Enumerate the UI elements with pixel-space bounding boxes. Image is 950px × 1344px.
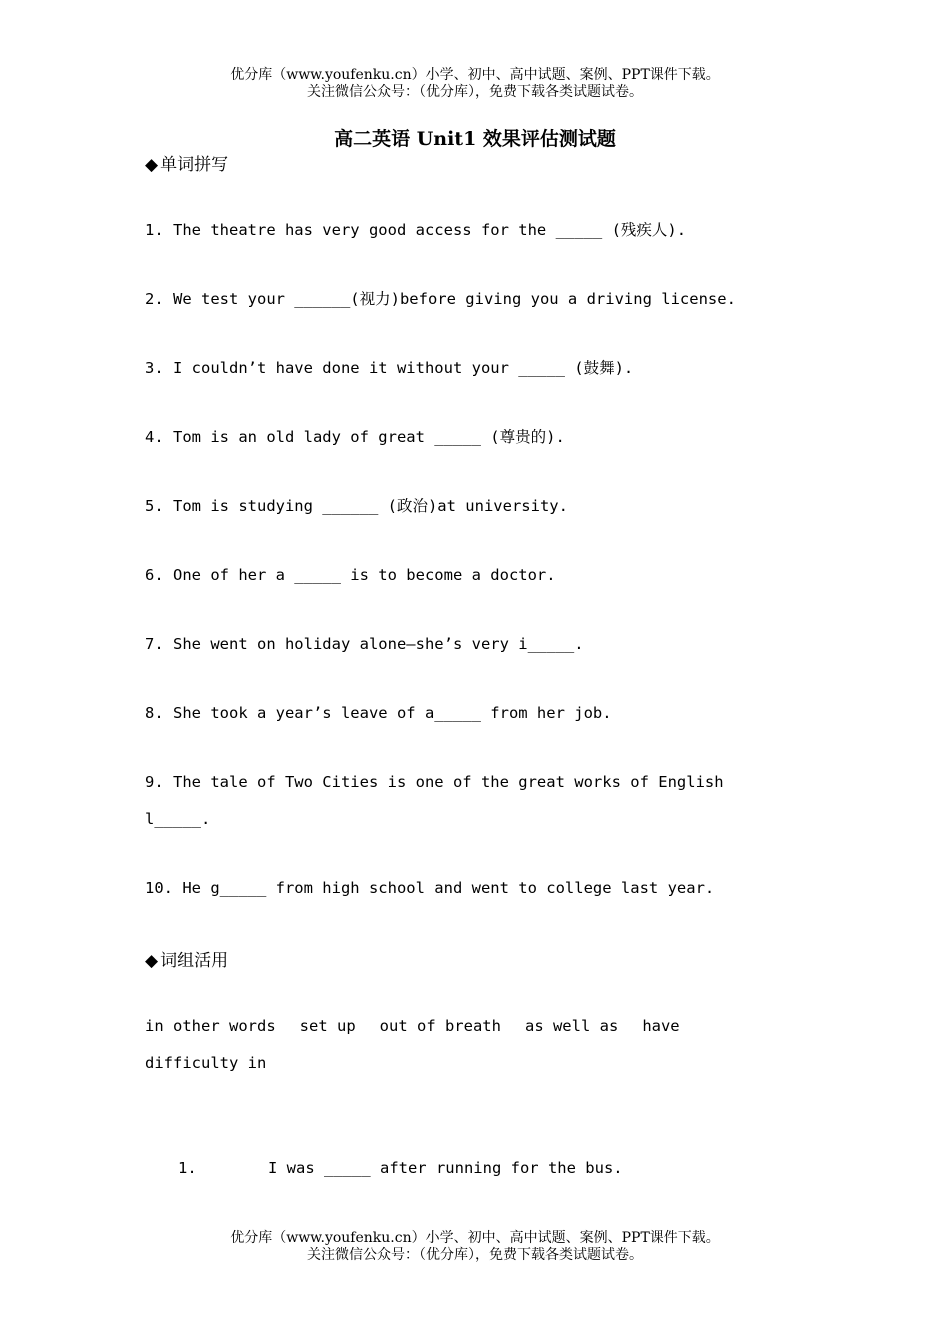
question-8: 8. She took a year’s leave of a_____ from her job. — [145, 704, 612, 722]
section-heading-phrases — [145, 946, 228, 971]
diamond-bullet-icon: ◆ — [145, 155, 159, 175]
question-1: 1. The theatre has very good access for the _____ (残疾人). — [145, 221, 687, 239]
page-header — [0, 67, 950, 101]
question-2: 2. We test your ______(视力)before giving you a driving license. — [145, 290, 736, 308]
phrase-bank — [145, 1008, 704, 1045]
phrase-item: in other words — [145, 1017, 276, 1035]
page-footer — [0, 1230, 950, 1264]
phrase-item: out of breath — [379, 1017, 501, 1035]
phrase-question-1 — [178, 1158, 623, 1178]
question-number: 1. — [178, 1159, 197, 1177]
section-heading-text: 单词拼写 — [160, 155, 229, 175]
question-4: 4. Tom is an old lady of great _____ (尊贵的). — [145, 428, 565, 446]
footer-line-2: 关注微信公众号：（优分库），免费下载各类试题试卷。 — [307, 1247, 643, 1263]
section-heading-text: 词组活用 — [160, 951, 229, 971]
phrase-bank-cont: difficulty in — [145, 1054, 267, 1072]
question-text: I was _____ after running for the bus. — [268, 1159, 623, 1177]
question-5: 5. Tom is studying ______ (政治)at university. — [145, 497, 568, 515]
question-9-cont: l_____. — [145, 810, 211, 828]
question-3: 3. I couldn’t have done it without your _____ (鼓舞). — [145, 359, 634, 377]
phrase-item: set up — [299, 1017, 356, 1035]
diamond-bullet-icon: ◆ — [145, 951, 159, 971]
question-10: 10. He g_____ from high school and went to college last year. — [145, 879, 715, 897]
section-heading-spelling — [145, 150, 228, 175]
page-title: 高二英语 Unit1 效果评估测试题 — [334, 128, 616, 150]
question-7: 7. She went on holiday alone—she’s very i_____. — [145, 635, 584, 653]
phrase-item: as well as — [524, 1017, 619, 1035]
header-line-2: 关注微信公众号：（优分库），免费下载各类试题试卷。 — [307, 84, 643, 100]
question-6: 6. One of her a _____ is to become a doctor. — [145, 566, 556, 584]
footer-line-1: 优分库（www.youfenku.cn）小学、初中、高中试题、案例、PPT课件下载。 — [230, 1230, 720, 1246]
question-9: 9. The tale of Two Cities is one of the great works of English — [145, 773, 724, 791]
phrase-item: have — [642, 1017, 680, 1035]
header-line-1: 优分库（www.youfenku.cn）小学、初中、高中试题、案例、PPT课件下载。 — [230, 67, 720, 83]
